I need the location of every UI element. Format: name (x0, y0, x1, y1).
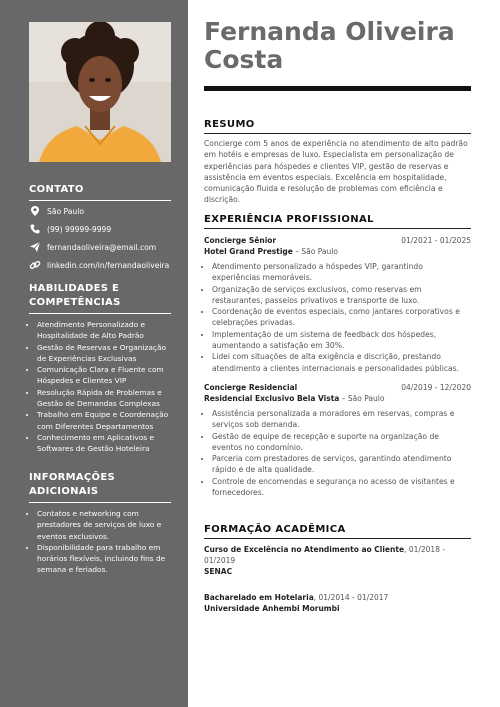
education-entry (204, 544, 471, 577)
skill-item: • Atendimento Personalizado e Hospitalidade de Alto Padrão (37, 319, 171, 342)
profile-photo (29, 22, 171, 162)
job-bullet: • Lidei com situações de alta exigência e discrição, prestando atendimento a clientes internacionais e personalidades públicas. (212, 351, 471, 374)
education-heading: FORMAÇÃO ACADÊMICA (204, 523, 471, 539)
email-link[interactable]: fernandaoliveira@email.com (47, 242, 157, 252)
candidate-name: Fernanda Oliveira Costa (204, 17, 455, 74)
job-bullet: • Organização de serviços exclusivos, como reservas em restaurantes, passeios privativos e transporte de luxo. (212, 284, 471, 307)
contact-location (29, 203, 171, 219)
contact-linkedin[interactable] (29, 257, 171, 273)
skill-item: • Resolução Rápida de Problemas e Gestão de Demandas Complexas (37, 387, 171, 410)
skill-item: • Gestão de Reservas e Organização de Experiências Exclusivas (37, 342, 171, 365)
job-entry (204, 382, 471, 498)
contact-phone (29, 221, 171, 237)
contact-heading: CONTATO (29, 183, 171, 201)
education-course: Curso de Excelência no Atendimento ao Cliente (204, 545, 405, 554)
education-course: Bacharelado em Hotelaria (204, 593, 314, 602)
skill-item: • Trabalho em Equipe e Coordenação com Diferentes Departamentos (37, 409, 171, 432)
job-role: Concierge Sênior (204, 236, 277, 245)
job-bullets (204, 261, 471, 374)
skill-item: • Conhecimento em Aplicativos e Softwares de Gestão Hoteleira (37, 432, 171, 455)
job-company: Hotel Grand Prestige (204, 247, 293, 256)
education-school: Universidade Anhembi Morumbi (204, 604, 340, 613)
summary-heading: RESUMO (204, 118, 471, 134)
additional-info-heading: INFORMAÇÕES ADICIONAIS (29, 471, 171, 503)
link-icon (29, 259, 41, 271)
job-bullets (204, 408, 471, 498)
job-bullet: • Assistência personalizada a moradores em reservas, compras e serviços sob demanda. (212, 408, 471, 431)
contact-section (29, 183, 171, 273)
job-location: – São Paulo (292, 247, 338, 256)
job-bullet: • Controle de encomendas e segurança no acesso de visitantes e fornecedores. (212, 476, 471, 499)
phone-icon (29, 223, 41, 235)
job-bullet: • Parceria com prestadores de serviços, garantindo atendimento rápido e de alta qualidade. (212, 453, 471, 476)
education-section (204, 523, 471, 614)
name-divider (204, 86, 471, 91)
skills-list (29, 319, 171, 455)
summary-section (204, 118, 471, 206)
additional-info-item: • Contatos e networking com prestadores de serviços de luxo e eventos exclusivos. (37, 508, 171, 542)
education-dates: , 01/2018 - 01/2019 (204, 545, 446, 565)
send-icon (29, 241, 41, 253)
job-bullet: • Coordenação de eventos especiais, como jantares corporativos e celebrações privadas. (212, 306, 471, 329)
sidebar (0, 0, 188, 707)
additional-info-item: • Disponibilidade para trabalho em horários flexíveis, incluindo fins de semana e feriados. (37, 542, 171, 576)
contact-email[interactable] (29, 239, 171, 255)
job-bullet: • Gestão de equipe de recepção e suporte na organização de eventos no condomínio. (212, 431, 471, 454)
experience-section (204, 213, 471, 498)
linkedin-link[interactable]: linkedin.com/in/fernandaoliveira (47, 260, 170, 270)
job-bullet: • Atendimento personalizado a hóspedes VIP, garantindo experiências memoráveis. (212, 261, 471, 284)
education-school: SENAC (204, 567, 233, 576)
job-bullet: • Implementação de um sistema de feedback dos hóspedes, aumentando a satisfação em 30%. (212, 329, 471, 352)
location-text: São Paulo (47, 206, 84, 216)
phone-text: (99) 99999-9999 (47, 224, 112, 234)
summary-text: Concierge com 5 anos de experiência no atendimento de alto padrão em hotéis e empresas de luxo. Especialista em personalização de experiências para hóspedes e clientes VIP, gestão de reservas e assistência em eventos especiais. Excelência em hospitalidade, comunicação fluida e resolução de problemas com eficiência e discrição. (204, 139, 468, 205)
skills-heading: HABILIDADES E COMPETÊNCIAS (29, 282, 171, 314)
job-role: Concierge Residencial (204, 382, 298, 392)
location-pin-icon (29, 205, 41, 217)
experience-heading: EXPERIÊNCIA PROFISSIONAL (204, 213, 471, 229)
job-dates: 01/2021 - 01/2025 (401, 236, 471, 245)
additional-info-section (29, 471, 171, 576)
skill-item: • Comunicação Clara e Fluente com Hóspedes e Clientes VIP (37, 364, 171, 387)
job-location: – São Paulo (339, 393, 385, 403)
job-company: Residencial Exclusivo Bela Vista (204, 393, 340, 403)
job-entry (204, 235, 471, 374)
education-entry (204, 592, 471, 614)
skills-section (29, 282, 171, 455)
education-dates: , 01/2014 - 01/2017 (313, 593, 389, 602)
additional-info-list (29, 508, 171, 576)
job-dates: 04/2019 - 12/2020 (401, 382, 471, 392)
